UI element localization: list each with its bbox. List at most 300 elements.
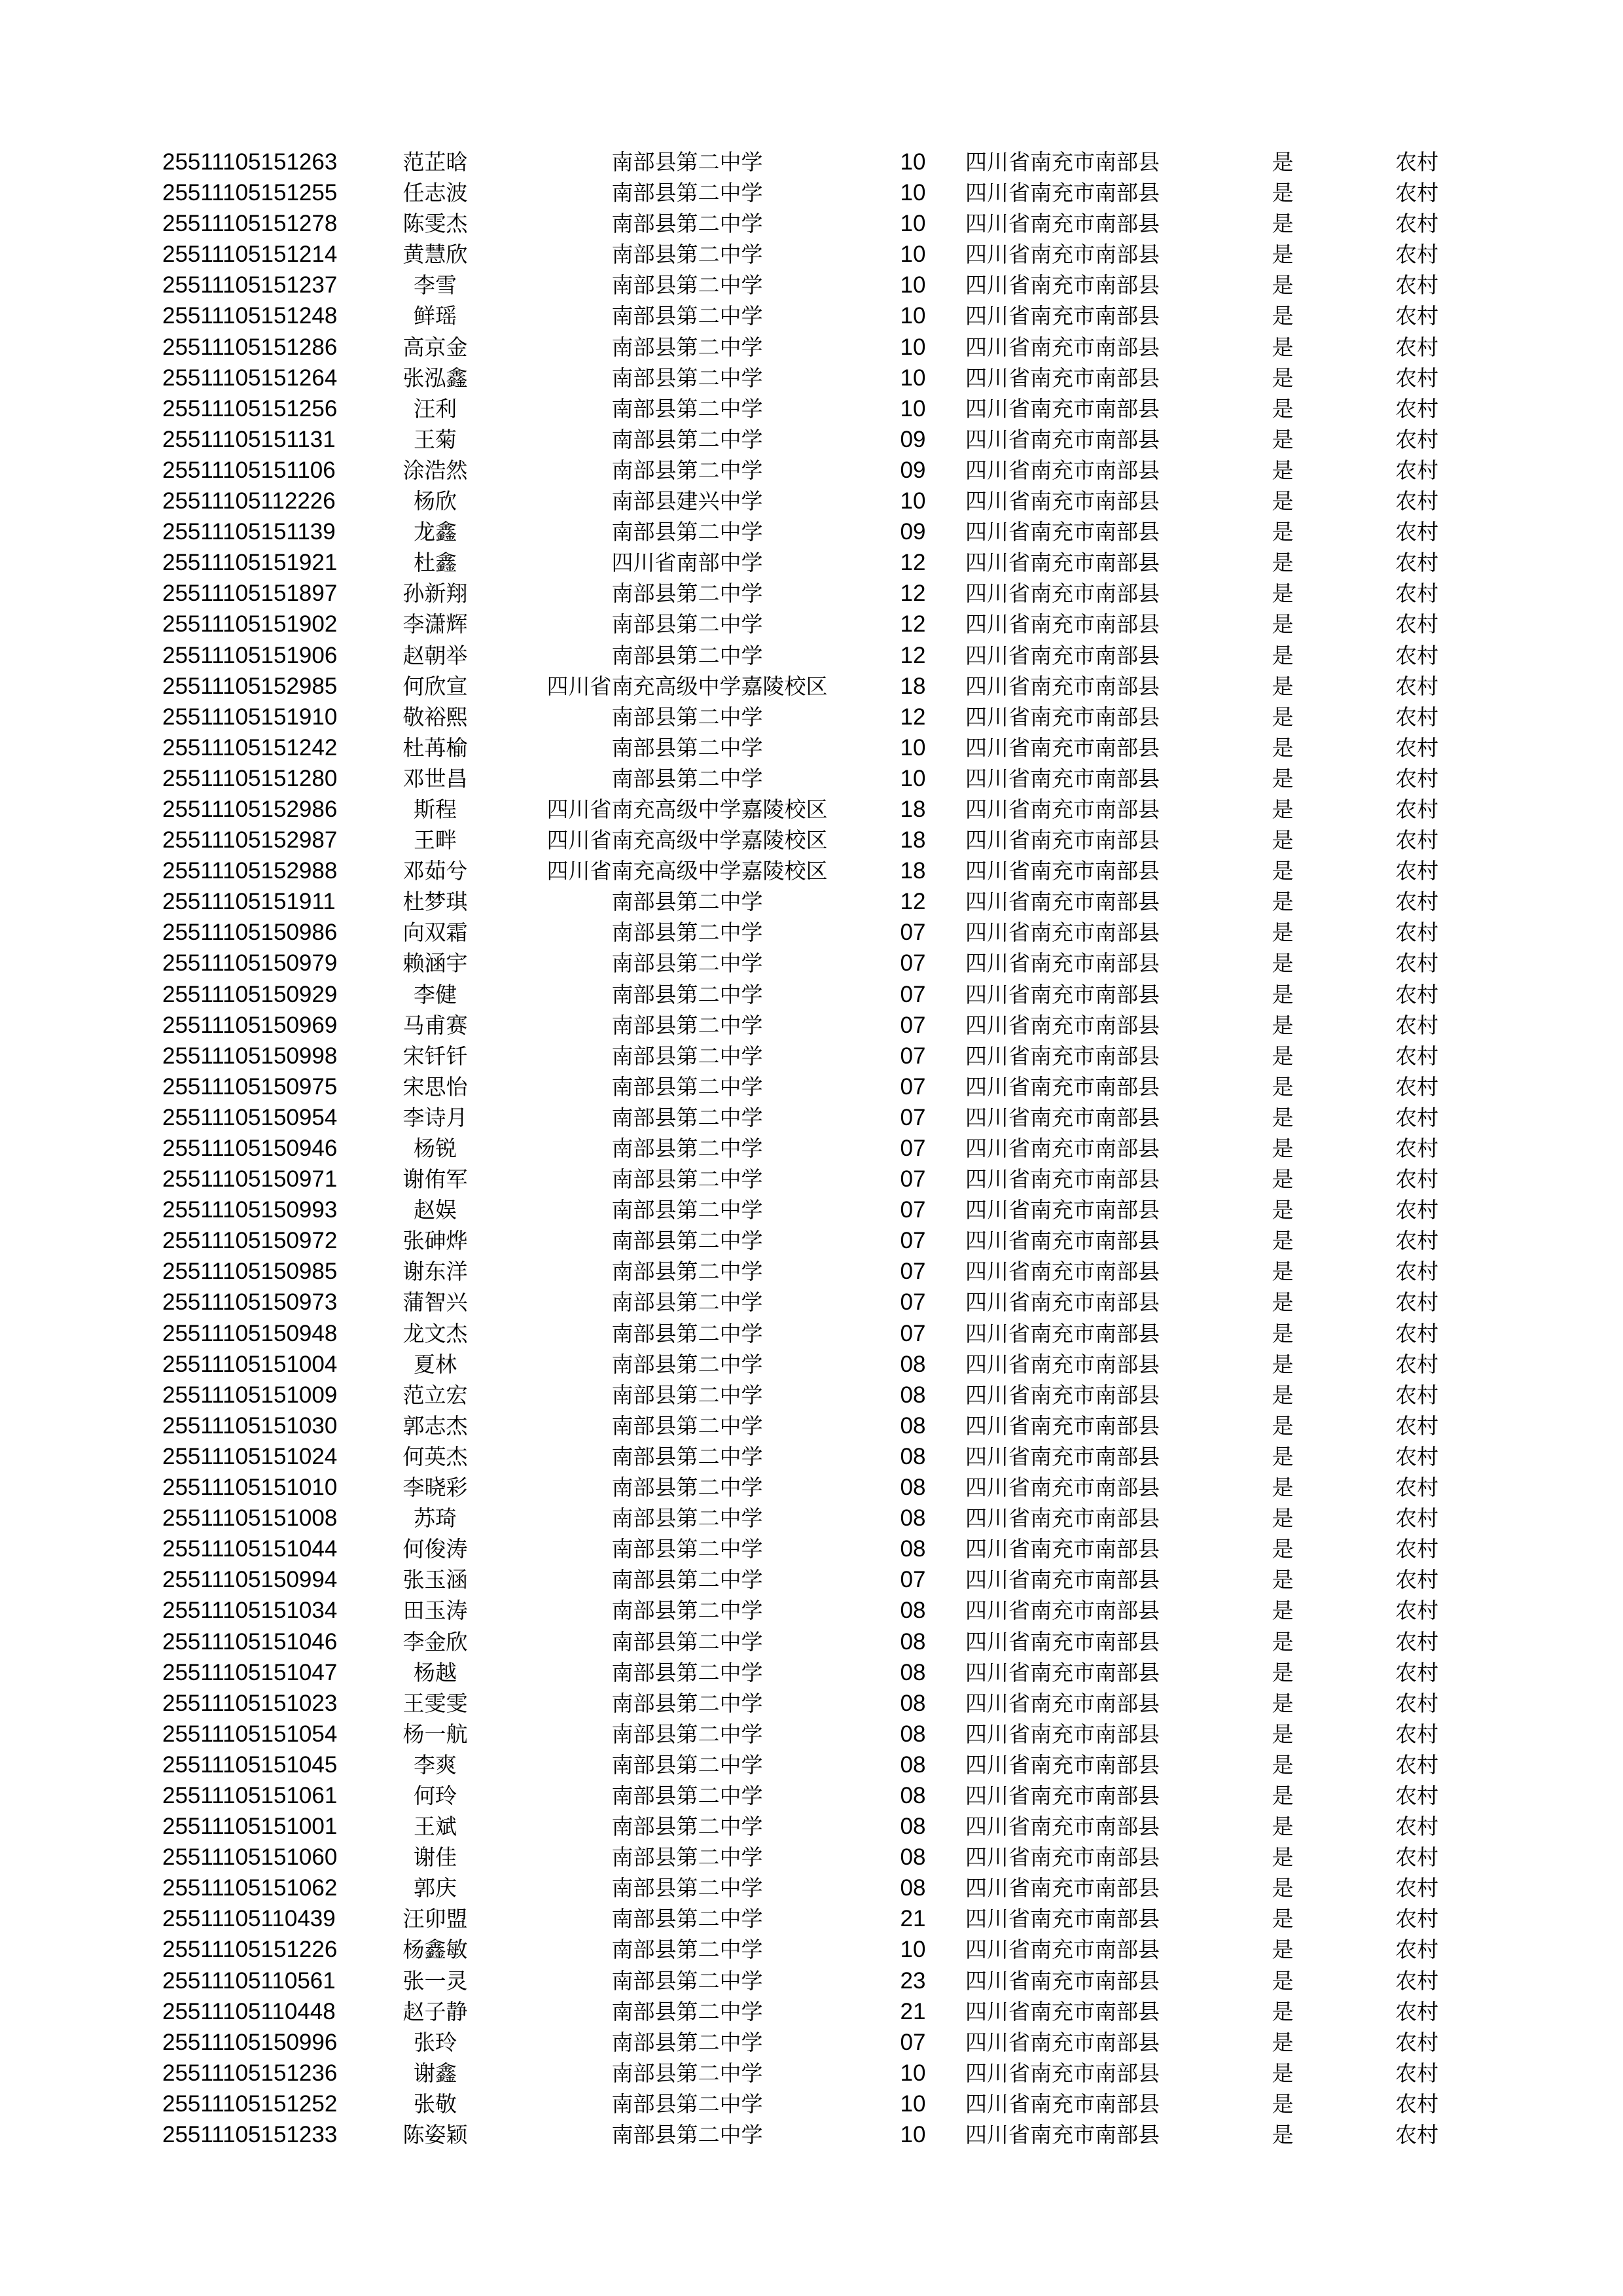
table-row xyxy=(0,794,1623,825)
table-row xyxy=(0,825,1623,855)
school-cell: 南部县第二中学 xyxy=(611,1536,763,1562)
student-name-cell: 张泓鑫 xyxy=(402,365,468,391)
student-name-cell: 龙文杰 xyxy=(402,1320,468,1346)
student-name-cell: 何玲 xyxy=(414,1782,457,1808)
student-id-cell: 25511105150972 xyxy=(162,1228,338,1254)
eligible-flag-cell: 是 xyxy=(1272,1567,1294,1593)
student-id-cell: 25511105150998 xyxy=(162,1043,338,1069)
student-id-cell: 25511105151004 xyxy=(162,1351,338,1377)
eligible-flag-cell: 是 xyxy=(1272,704,1294,730)
address-cell: 四川省南充市南部县 xyxy=(965,2090,1160,2117)
residence-type-cell: 农村 xyxy=(1395,1166,1438,1193)
student-table xyxy=(0,147,1623,2150)
school-cell: 四川省南充高级中学嘉陵校区 xyxy=(546,673,828,699)
student-id-cell: 25511105150971 xyxy=(162,1166,338,1193)
student-name-cell: 杨鑫敏 xyxy=(402,1937,468,1963)
student-id-cell: 25511105150996 xyxy=(162,2029,338,2055)
school-cell: 南部县第二中学 xyxy=(611,1937,763,1963)
student-name-cell: 李雪 xyxy=(414,272,457,298)
student-id-cell: 25511105150969 xyxy=(162,1012,338,1038)
table-row xyxy=(0,1071,1623,1102)
class-code-cell: 08 xyxy=(900,1659,926,1685)
address-cell: 四川省南充市南部县 xyxy=(965,395,1160,422)
residence-type-cell: 农村 xyxy=(1395,765,1438,791)
residence-type-cell: 农村 xyxy=(1395,1043,1438,1069)
table-row xyxy=(0,855,1623,886)
table-row xyxy=(0,1287,1623,1318)
address-cell: 四川省南充市南部县 xyxy=(965,673,1160,699)
eligible-flag-cell: 是 xyxy=(1272,180,1294,206)
table-row xyxy=(0,270,1623,300)
table-row xyxy=(0,1873,1623,1903)
residence-type-cell: 农村 xyxy=(1395,704,1438,730)
address-cell: 四川省南充市南部县 xyxy=(965,1382,1160,1408)
address-cell: 四川省南充市南部县 xyxy=(965,765,1160,791)
student-id-cell: 25511105151024 xyxy=(162,1443,338,1469)
class-code-cell: 07 xyxy=(900,920,926,946)
school-cell: 南部县第二中学 xyxy=(611,1505,763,1532)
student-id-cell: 25511105151060 xyxy=(162,1844,338,1871)
table-row xyxy=(0,1811,1623,1842)
eligible-flag-cell: 是 xyxy=(1272,395,1294,422)
school-cell: 南部县第二中学 xyxy=(611,1475,763,1501)
eligible-flag-cell: 是 xyxy=(1272,1197,1294,1223)
student-name-cell: 赵娱 xyxy=(414,1197,457,1223)
school-cell: 南部县第二中学 xyxy=(611,1782,763,1808)
table-row xyxy=(0,1225,1623,1256)
school-cell: 南部县第二中学 xyxy=(611,334,763,360)
school-cell: 南部县第二中学 xyxy=(611,2090,763,2117)
table-row xyxy=(0,424,1623,455)
student-name-cell: 陈雯杰 xyxy=(402,211,468,237)
residence-type-cell: 农村 xyxy=(1395,734,1438,761)
class-code-cell: 08 xyxy=(900,1382,926,1408)
table-row xyxy=(0,2119,1623,2150)
table-row xyxy=(0,1595,1623,1626)
student-id-cell: 25511105151255 xyxy=(162,180,338,206)
class-code-cell: 07 xyxy=(900,1012,926,1038)
table-row xyxy=(0,1780,1623,1811)
student-id-cell: 25511105150994 xyxy=(162,1567,338,1593)
student-name-cell: 鲜瑶 xyxy=(414,303,457,329)
residence-type-cell: 农村 xyxy=(1395,334,1438,360)
class-code-cell: 08 xyxy=(900,1475,926,1501)
residence-type-cell: 农村 xyxy=(1395,2060,1438,2086)
address-cell: 四川省南充市南部县 xyxy=(965,1320,1160,1346)
address-cell: 四川省南充市南部县 xyxy=(965,581,1160,607)
student-id-cell: 25511105150993 xyxy=(162,1197,338,1223)
student-id-cell: 25511105151248 xyxy=(162,303,338,329)
student-id-cell: 25511105151062 xyxy=(162,1875,338,1901)
address-cell: 四川省南充市南部县 xyxy=(965,611,1160,637)
address-cell: 四川省南充市南部县 xyxy=(965,1721,1160,1747)
table-row xyxy=(0,1657,1623,1688)
student-id-cell: 25511105151263 xyxy=(162,149,338,175)
address-cell: 四川省南充市南部县 xyxy=(965,1351,1160,1377)
eligible-flag-cell: 是 xyxy=(1272,1598,1294,1624)
school-cell: 南部县第二中学 xyxy=(611,1998,763,2024)
school-cell: 南部县建兴中学 xyxy=(611,488,763,514)
class-code-cell: 08 xyxy=(900,1351,926,1377)
class-code-cell: 08 xyxy=(900,1814,926,1840)
school-cell: 南部县第二中学 xyxy=(611,1844,763,1871)
table-row xyxy=(0,886,1623,917)
school-cell: 南部县第二中学 xyxy=(611,1320,763,1346)
eligible-flag-cell: 是 xyxy=(1272,1443,1294,1469)
student-id-cell: 25511105150973 xyxy=(162,1289,338,1316)
residence-type-cell: 农村 xyxy=(1395,827,1438,853)
eligible-flag-cell: 是 xyxy=(1272,2060,1294,2086)
table-row xyxy=(0,486,1623,516)
student-name-cell: 赵朝举 xyxy=(402,642,468,668)
class-code-cell: 10 xyxy=(900,149,926,175)
student-id-cell: 25511105151897 xyxy=(162,581,338,607)
address-cell: 四川省南充市南部县 xyxy=(965,365,1160,391)
table-row xyxy=(0,516,1623,547)
student-name-cell: 敬裕熙 xyxy=(402,704,468,730)
address-cell: 四川省南充市南部县 xyxy=(965,1228,1160,1254)
table-row xyxy=(0,732,1623,763)
student-id-cell: 25511105151009 xyxy=(162,1382,338,1408)
residence-type-cell: 农村 xyxy=(1395,1197,1438,1223)
student-name-cell: 王畔 xyxy=(414,827,457,853)
school-cell: 南部县第二中学 xyxy=(611,1197,763,1223)
address-cell: 四川省南充市南部县 xyxy=(965,858,1160,884)
table-row xyxy=(0,1133,1623,1164)
eligible-flag-cell: 是 xyxy=(1272,1875,1294,1901)
eligible-flag-cell: 是 xyxy=(1272,1505,1294,1532)
student-name-cell: 涂浩然 xyxy=(402,457,468,483)
student-name-cell: 何欣宣 xyxy=(402,673,468,699)
student-name-cell: 杨锐 xyxy=(414,1136,457,1161)
class-code-cell: 10 xyxy=(900,488,926,514)
student-id-cell: 25511105151054 xyxy=(162,1721,338,1747)
address-cell: 四川省南充市南部县 xyxy=(965,272,1160,298)
table-row xyxy=(0,363,1623,393)
residence-type-cell: 农村 xyxy=(1395,1659,1438,1685)
class-code-cell: 08 xyxy=(900,1751,926,1778)
student-name-cell: 汪卯盟 xyxy=(402,1906,468,1932)
student-name-cell: 斯程 xyxy=(414,796,457,822)
residence-type-cell: 农村 xyxy=(1395,1443,1438,1469)
eligible-flag-cell: 是 xyxy=(1272,303,1294,329)
class-code-cell: 10 xyxy=(900,334,926,360)
student-name-cell: 王雯雯 xyxy=(402,1690,468,1716)
school-cell: 南部县第二中学 xyxy=(611,1412,763,1439)
student-name-cell: 杜鑫 xyxy=(414,550,457,576)
student-name-cell: 夏林 xyxy=(414,1351,457,1377)
class-code-cell: 08 xyxy=(900,1721,926,1747)
residence-type-cell: 农村 xyxy=(1395,1628,1438,1655)
eligible-flag-cell: 是 xyxy=(1272,858,1294,884)
eligible-flag-cell: 是 xyxy=(1272,1289,1294,1316)
residence-type-cell: 农村 xyxy=(1395,858,1438,884)
student-id-cell: 25511105151131 xyxy=(162,426,336,452)
address-cell: 四川省南充市南部县 xyxy=(965,457,1160,483)
student-id-cell: 25511105151256 xyxy=(162,395,338,422)
eligible-flag-cell: 是 xyxy=(1272,1012,1294,1038)
school-cell: 南部县第二中学 xyxy=(611,1814,763,1840)
class-code-cell: 07 xyxy=(900,1197,926,1223)
address-cell: 四川省南充市南部县 xyxy=(965,642,1160,668)
eligible-flag-cell: 是 xyxy=(1272,796,1294,822)
address-cell: 四川省南充市南部县 xyxy=(965,1412,1160,1439)
residence-type-cell: 农村 xyxy=(1395,1875,1438,1901)
eligible-flag-cell: 是 xyxy=(1272,2029,1294,2055)
student-id-cell: 25511105151010 xyxy=(162,1475,338,1501)
class-code-cell: 07 xyxy=(900,1166,926,1193)
table-row xyxy=(0,1934,1623,1965)
eligible-flag-cell: 是 xyxy=(1272,1073,1294,1100)
class-code-cell: 23 xyxy=(900,1967,926,1994)
residence-type-cell: 农村 xyxy=(1395,303,1438,329)
table-row xyxy=(0,547,1623,578)
address-cell: 四川省南充市南部县 xyxy=(965,1659,1160,1685)
address-cell: 四川省南充市南部县 xyxy=(965,1259,1160,1285)
residence-type-cell: 农村 xyxy=(1395,242,1438,268)
class-code-cell: 07 xyxy=(900,1043,926,1069)
school-cell: 南部县第二中学 xyxy=(611,1690,763,1716)
class-code-cell: 07 xyxy=(900,1136,926,1161)
residence-type-cell: 农村 xyxy=(1395,2029,1438,2055)
student-id-cell: 25511105151034 xyxy=(162,1598,338,1624)
student-name-cell: 张玲 xyxy=(414,2029,457,2055)
school-cell: 南部县第二中学 xyxy=(611,611,763,637)
student-name-cell: 张敬 xyxy=(414,2090,457,2117)
residence-type-cell: 农村 xyxy=(1395,1690,1438,1716)
student-id-cell: 25511105151061 xyxy=(162,1782,338,1808)
student-id-cell: 25511105150946 xyxy=(162,1136,338,1161)
school-cell: 南部县第二中学 xyxy=(611,734,763,761)
student-id-cell: 25511105150948 xyxy=(162,1320,338,1346)
school-cell: 南部县第二中学 xyxy=(611,519,763,545)
residence-type-cell: 农村 xyxy=(1395,1259,1438,1285)
class-code-cell: 10 xyxy=(900,272,926,298)
student-id-cell: 25511105151264 xyxy=(162,365,338,391)
residence-type-cell: 农村 xyxy=(1395,950,1438,977)
student-name-cell: 王菊 xyxy=(414,426,457,452)
residence-type-cell: 农村 xyxy=(1395,1536,1438,1562)
table-row xyxy=(0,1318,1623,1349)
student-name-cell: 田玉涛 xyxy=(402,1598,468,1624)
student-name-cell: 范立宏 xyxy=(402,1382,468,1408)
residence-type-cell: 农村 xyxy=(1395,673,1438,699)
address-cell: 四川省南充市南部县 xyxy=(965,1751,1160,1778)
student-id-cell: 25511105151008 xyxy=(162,1505,338,1532)
class-code-cell: 10 xyxy=(900,365,926,391)
student-id-cell: 25511105151030 xyxy=(162,1412,338,1439)
address-cell: 四川省南充市南部县 xyxy=(965,704,1160,730)
eligible-flag-cell: 是 xyxy=(1272,1782,1294,1808)
class-code-cell: 12 xyxy=(900,550,926,576)
address-cell: 四川省南充市南部县 xyxy=(965,796,1160,822)
student-id-cell: 25511105151023 xyxy=(162,1690,338,1716)
class-code-cell: 07 xyxy=(900,981,926,1007)
school-cell: 南部县第二中学 xyxy=(611,889,763,915)
table-row xyxy=(0,1041,1623,1071)
table-row xyxy=(0,1349,1623,1380)
class-code-cell: 12 xyxy=(900,704,926,730)
residence-type-cell: 农村 xyxy=(1395,180,1438,206)
residence-type-cell: 农村 xyxy=(1395,519,1438,545)
school-cell: 南部县第二中学 xyxy=(611,426,763,452)
address-cell: 四川省南充市南部县 xyxy=(965,1628,1160,1655)
school-cell: 南部县第二中学 xyxy=(611,1906,763,1932)
address-cell: 四川省南充市南部县 xyxy=(965,1475,1160,1501)
eligible-flag-cell: 是 xyxy=(1272,765,1294,791)
table-row xyxy=(0,1380,1623,1410)
residence-type-cell: 农村 xyxy=(1395,1136,1438,1161)
eligible-flag-cell: 是 xyxy=(1272,1998,1294,2024)
school-cell: 南部县第二中学 xyxy=(611,1628,763,1655)
school-cell: 南部县第二中学 xyxy=(611,1073,763,1100)
address-cell: 四川省南充市南部县 xyxy=(965,1998,1160,2024)
school-cell: 南部县第二中学 xyxy=(611,1289,763,1316)
school-cell: 南部县第二中学 xyxy=(611,1751,763,1778)
eligible-flag-cell: 是 xyxy=(1272,1628,1294,1655)
address-cell: 四川省南充市南部县 xyxy=(965,1598,1160,1624)
residence-type-cell: 农村 xyxy=(1395,981,1438,1007)
table-row xyxy=(0,640,1623,671)
class-code-cell: 08 xyxy=(900,1412,926,1439)
class-code-cell: 08 xyxy=(900,1690,926,1716)
residence-type-cell: 农村 xyxy=(1395,457,1438,483)
class-code-cell: 12 xyxy=(900,642,926,668)
class-code-cell: 18 xyxy=(900,827,926,853)
address-cell: 四川省南充市南部县 xyxy=(965,1136,1160,1161)
student-id-cell: 25511105150985 xyxy=(162,1259,338,1285)
student-name-cell: 张砷烨 xyxy=(402,1228,468,1254)
eligible-flag-cell: 是 xyxy=(1272,1136,1294,1161)
class-code-cell: 07 xyxy=(900,1320,926,1346)
student-name-cell: 谢东洋 xyxy=(402,1259,468,1285)
table-row xyxy=(0,1410,1623,1441)
residence-type-cell: 农村 xyxy=(1395,1289,1438,1316)
school-cell: 南部县第二中学 xyxy=(611,1166,763,1193)
table-row xyxy=(0,177,1623,208)
residence-type-cell: 农村 xyxy=(1395,1382,1438,1408)
school-cell: 四川省南部中学 xyxy=(611,550,763,576)
residence-type-cell: 农村 xyxy=(1395,1751,1438,1778)
school-cell: 四川省南充高级中学嘉陵校区 xyxy=(546,796,828,822)
student-name-cell: 郭志杰 xyxy=(402,1412,468,1439)
student-name-cell: 汪利 xyxy=(414,395,457,422)
residence-type-cell: 农村 xyxy=(1395,1782,1438,1808)
residence-type-cell: 农村 xyxy=(1395,1320,1438,1346)
table-row xyxy=(0,2058,1623,2089)
student-id-cell: 25511105150954 xyxy=(162,1104,338,1130)
address-cell: 四川省南充市南部县 xyxy=(965,426,1160,452)
residence-type-cell: 农村 xyxy=(1395,1505,1438,1532)
table-row xyxy=(0,1441,1623,1472)
eligible-flag-cell: 是 xyxy=(1272,1043,1294,1069)
eligible-flag-cell: 是 xyxy=(1272,673,1294,699)
table-row xyxy=(0,1256,1623,1287)
school-cell: 四川省南充高级中学嘉陵校区 xyxy=(546,827,828,853)
school-cell: 南部县第二中学 xyxy=(611,1659,763,1685)
address-cell: 四川省南充市南部县 xyxy=(965,242,1160,268)
school-cell: 南部县第二中学 xyxy=(611,457,763,483)
class-code-cell: 08 xyxy=(900,1505,926,1532)
student-name-cell: 宋钎钎 xyxy=(402,1043,468,1069)
residence-type-cell: 农村 xyxy=(1395,272,1438,298)
residence-type-cell: 农村 xyxy=(1395,426,1438,452)
table-row xyxy=(0,1996,1623,2027)
student-id-cell: 25511105151214 xyxy=(162,242,338,268)
student-name-cell: 何俊涛 xyxy=(402,1536,468,1562)
student-name-cell: 李金欣 xyxy=(402,1628,468,1655)
class-code-cell: 10 xyxy=(900,734,926,761)
residence-type-cell: 农村 xyxy=(1395,149,1438,175)
class-code-cell: 08 xyxy=(900,1628,926,1655)
address-cell: 四川省南充市南部县 xyxy=(965,889,1160,915)
school-cell: 南部县第二中学 xyxy=(611,242,763,268)
school-cell: 南部县第二中学 xyxy=(611,1382,763,1408)
address-cell: 四川省南充市南部县 xyxy=(965,1875,1160,1901)
address-cell: 四川省南充市南部县 xyxy=(965,1443,1160,1469)
residence-type-cell: 农村 xyxy=(1395,365,1438,391)
address-cell: 四川省南充市南部县 xyxy=(965,1073,1160,1100)
class-code-cell: 09 xyxy=(900,457,926,483)
residence-type-cell: 农村 xyxy=(1395,611,1438,637)
address-cell: 四川省南充市南部县 xyxy=(965,981,1160,1007)
eligible-flag-cell: 是 xyxy=(1272,1844,1294,1871)
student-name-cell: 宋思怡 xyxy=(402,1073,468,1100)
school-cell: 南部县第二中学 xyxy=(611,1136,763,1161)
student-id-cell: 25511105151242 xyxy=(162,734,338,761)
residence-type-cell: 农村 xyxy=(1395,1351,1438,1377)
eligible-flag-cell: 是 xyxy=(1272,920,1294,946)
student-id-cell: 25511105151226 xyxy=(162,1937,338,1963)
table-row xyxy=(0,2089,1623,2119)
student-name-cell: 赵子静 xyxy=(402,1998,468,2024)
school-cell: 南部县第二中学 xyxy=(611,180,763,206)
student-id-cell: 25511105152985 xyxy=(162,673,338,699)
eligible-flag-cell: 是 xyxy=(1272,1659,1294,1685)
student-id-cell: 25511105151921 xyxy=(162,550,338,576)
table-row xyxy=(0,763,1623,794)
school-cell: 南部县第二中学 xyxy=(611,1228,763,1254)
class-code-cell: 07 xyxy=(900,1289,926,1316)
residence-type-cell: 农村 xyxy=(1395,1906,1438,1932)
residence-type-cell: 农村 xyxy=(1395,642,1438,668)
residence-type-cell: 农村 xyxy=(1395,1937,1438,1963)
class-code-cell: 07 xyxy=(900,950,926,977)
school-cell: 南部县第二中学 xyxy=(611,950,763,977)
table-row xyxy=(0,1010,1623,1041)
class-code-cell: 07 xyxy=(900,1104,926,1130)
school-cell: 南部县第二中学 xyxy=(611,704,763,730)
residence-type-cell: 农村 xyxy=(1395,395,1438,422)
address-cell: 四川省南充市南部县 xyxy=(965,2122,1160,2147)
table-row xyxy=(0,300,1623,331)
table-row xyxy=(0,1965,1623,1996)
table-row xyxy=(0,239,1623,270)
student-name-cell: 向双霜 xyxy=(402,920,468,946)
school-cell: 南部县第二中学 xyxy=(611,581,763,607)
school-cell: 南部县第二中学 xyxy=(611,1259,763,1285)
table-row xyxy=(0,1194,1623,1225)
student-id-cell: 25511105151045 xyxy=(162,1751,338,1778)
class-code-cell: 10 xyxy=(900,765,926,791)
table-row xyxy=(0,917,1623,948)
student-id-cell: 25511105112226 xyxy=(162,488,336,514)
eligible-flag-cell: 是 xyxy=(1272,1104,1294,1130)
student-id-cell: 25511105110439 xyxy=(162,1906,336,1932)
student-name-cell: 蒲智兴 xyxy=(402,1289,468,1316)
eligible-flag-cell: 是 xyxy=(1272,457,1294,483)
student-id-cell: 25511105151046 xyxy=(162,1628,338,1655)
